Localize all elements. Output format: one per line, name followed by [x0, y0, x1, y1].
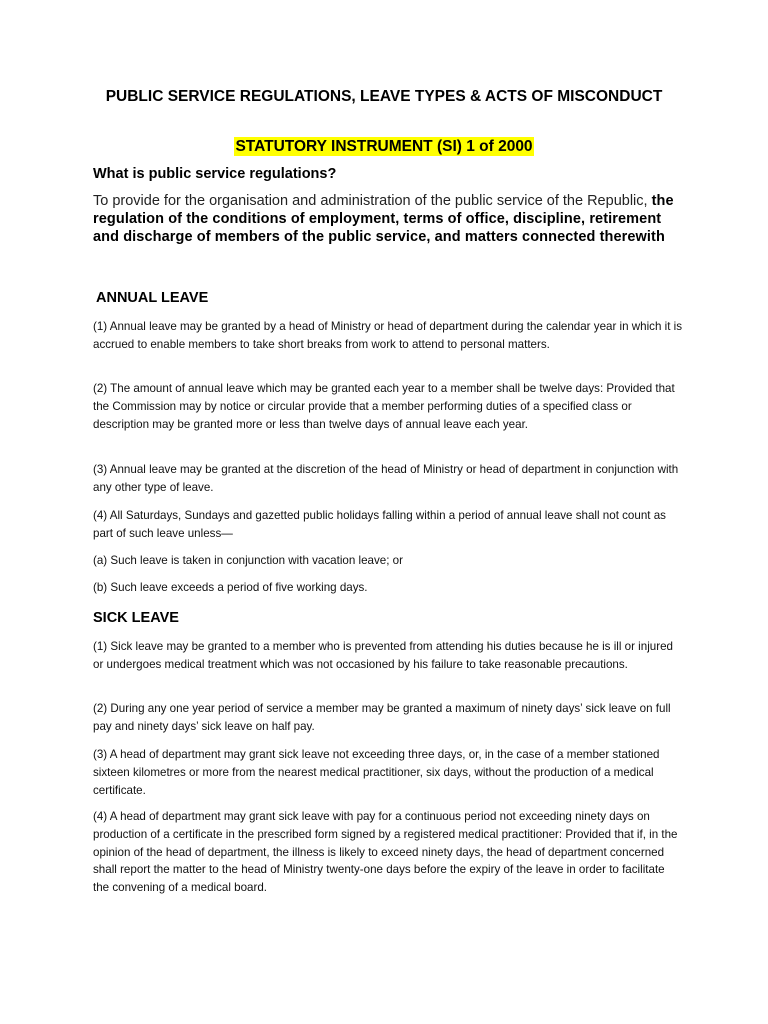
statutory-instrument-subtitle: STATUTORY INSTRUMENT (SI) 1 of 2000	[235, 138, 533, 155]
annual-leave-para-2: (2) The amount of annual leave which may be granted each year to a member shall be twelve days: Provided that the Commission may by notice or circular provide that a member performing duties of a specified class or description may be granted more or less than twelve days of annual leave each year.	[93, 382, 675, 431]
annual-leave-para-1: (1) Annual leave may be granted by a head of Ministry or head of department during the calendar year in which it is accrued to enable members to take short breaks from work to attend to personal matters.	[93, 320, 683, 351]
question-heading: What is public service regulations?	[93, 166, 337, 182]
intro-paragraph	[93, 192, 683, 246]
annual-leave-para-a: (a) Such leave is taken in conjunction with vacation leave; or	[93, 554, 403, 567]
sick-leave-heading: SICK LEAVE	[93, 610, 179, 626]
annual-leave-para-3: (3) Annual leave may be granted at the discretion of the head of Ministry or head of department in conjunction with any other type of leave.	[93, 463, 679, 494]
annual-leave-para-b: (b) Such leave exceeds a period of five working days.	[93, 581, 368, 594]
intro-plain-text: To provide for the organisation and administration of the public service of the Republic,	[93, 193, 652, 209]
sick-leave-para-2: (2) During any one year period of service a member may be granted a maximum of ninety days’ sick leave on full pay and ninety days’ sick leave on half pay.	[93, 702, 671, 733]
intro-bold-text: the regulation of the conditions of employment, terms of office, discipline, retirement and discharge of members of the public service, and matters connected therewith	[93, 193, 674, 245]
annual-leave-heading: ANNUAL LEAVE	[96, 290, 209, 306]
subtitle-container	[0, 137, 768, 156]
annual-leave-para-4: (4) All Saturdays, Sundays and gazetted public holidays falling within a period of annual leave shall not count as part of such leave unless—	[93, 509, 666, 540]
sick-leave-para-3: (3) A head of department may grant sick leave not exceeding three days, or, in the case of a member stationed sixteen kilometres or more from the nearest medical practitioner, six days, without the production of a medical certificate.	[93, 748, 660, 797]
sick-leave-para-4: (4) A head of department may grant sick leave with pay for a continuous period not exceeding ninety days on production of a certificate in the prescribed form signed by a registered medical practitioner: Provided that if, in the opinion of the head of department, the illness is likely to exceed ninety days, the head of department concerned shall report the matter to the head of Ministry twenty-one days before the expiry of the leave in order to facilitate the convening of a medical board.	[93, 810, 678, 895]
document-title: PUBLIC SERVICE REGULATIONS, LEAVE TYPES & ACTS OF MISCONDUCT	[105, 88, 663, 105]
sick-leave-para-1: (1) Sick leave may be granted to a member who is prevented from attending his duties because he is ill or injured or undergoes medical treatment which was not occasioned by his failure to take reasonable precautions.	[93, 640, 673, 671]
